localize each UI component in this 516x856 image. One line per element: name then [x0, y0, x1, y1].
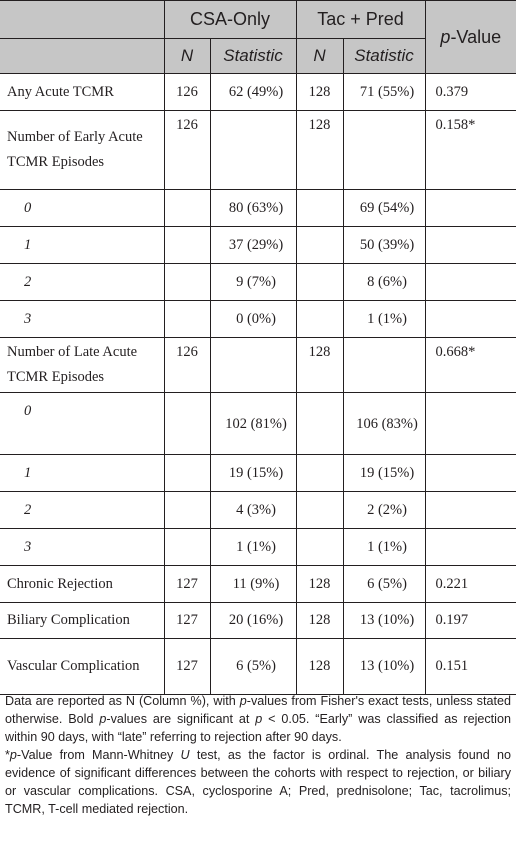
header-tac-pred: Tac + Pred: [296, 1, 425, 39]
row-label: 3: [0, 529, 164, 566]
cell-p-value: 0.197: [425, 603, 516, 639]
cell-stat-tac: [343, 338, 425, 393]
cell-p-value: [425, 301, 516, 338]
cell-n-csa: 127: [164, 603, 210, 639]
row-label: 3: [0, 301, 164, 338]
cell-n-csa: [164, 393, 210, 455]
cell-stat-csa: 11 (9%): [210, 566, 296, 603]
cell-stat-csa: 1 (1%): [210, 529, 296, 566]
cell-stat-tac: 19 (15%): [343, 455, 425, 492]
cell-n-tac: 128: [296, 603, 343, 639]
table-row: [0, 639, 516, 695]
cell-n-csa: [164, 190, 210, 227]
table-row: [0, 393, 516, 455]
cell-stat-tac: 6 (5%): [343, 566, 425, 603]
cell-n-tac: 128: [296, 74, 343, 111]
cell-p-value: 0.151: [425, 639, 516, 695]
row-label: Any Acute TCMR: [0, 74, 164, 111]
cell-p-value: 0.668*: [425, 338, 516, 393]
cell-p-value: [425, 492, 516, 529]
cell-n-tac: 128: [296, 111, 343, 190]
table-row: [0, 566, 516, 603]
table-row: [0, 603, 516, 639]
cell-n-csa: 126: [164, 338, 210, 393]
cell-p-value: [425, 190, 516, 227]
cell-n-tac: [296, 227, 343, 264]
subheader-n-tac: N: [296, 39, 343, 74]
cell-stat-tac: 106 (83%): [343, 393, 425, 455]
cell-stat-csa: 62 (49%): [210, 74, 296, 111]
cell-n-csa: 126: [164, 111, 210, 190]
cell-n-csa: [164, 529, 210, 566]
table-row: [0, 529, 516, 566]
row-label: 0: [0, 190, 164, 227]
cell-n-tac: [296, 455, 343, 492]
table-row: [0, 492, 516, 529]
row-label: 2: [0, 492, 164, 529]
cell-p-value: 0.221: [425, 566, 516, 603]
table-row: [0, 111, 516, 190]
cell-stat-csa: 9 (7%): [210, 264, 296, 301]
cell-n-tac: [296, 301, 343, 338]
cell-n-tac: [296, 492, 343, 529]
row-label: Number of Late Acute TCMR Episodes: [0, 338, 164, 393]
cell-p-value: [425, 455, 516, 492]
cell-stat-csa: 80 (63%): [210, 190, 296, 227]
cell-stat-csa: 0 (0%): [210, 301, 296, 338]
cell-stat-tac: 13 (10%): [343, 639, 425, 695]
table-row: [0, 301, 516, 338]
row-label: Number of Early Acute TCMR Episodes: [0, 111, 164, 190]
cell-stat-csa: [210, 338, 296, 393]
cell-n-csa: 126: [164, 74, 210, 111]
cell-n-csa: 127: [164, 639, 210, 695]
row-label: 1: [0, 455, 164, 492]
table-row: [0, 190, 516, 227]
cell-stat-csa: 6 (5%): [210, 639, 296, 695]
cell-stat-csa: 102 (81%): [210, 393, 296, 455]
subheader-n-csa: N: [164, 39, 210, 74]
cell-stat-csa: 37 (29%): [210, 227, 296, 264]
cell-n-csa: [164, 455, 210, 492]
cell-n-tac: 128: [296, 338, 343, 393]
cell-stat-tac: 8 (6%): [343, 264, 425, 301]
cell-n-csa: 127: [164, 566, 210, 603]
cell-n-tac: [296, 529, 343, 566]
subheader-blank: [0, 39, 164, 74]
header-blank: [0, 1, 164, 39]
row-label: 1: [0, 227, 164, 264]
cell-stat-tac: 69 (54%): [343, 190, 425, 227]
header-p-value: p-Value: [425, 1, 516, 74]
cell-n-csa: [164, 264, 210, 301]
cell-stat-tac: 13 (10%): [343, 603, 425, 639]
cell-p-value: 0.158*: [425, 111, 516, 190]
cell-stat-tac: 2 (2%): [343, 492, 425, 529]
cell-n-tac: 128: [296, 566, 343, 603]
cell-p-value: [425, 264, 516, 301]
cell-stat-tac: 71 (55%): [343, 74, 425, 111]
table-row: [0, 227, 516, 264]
table-row: [0, 338, 516, 393]
cell-n-tac: [296, 190, 343, 227]
cell-n-csa: [164, 227, 210, 264]
table-row: [0, 455, 516, 492]
subheader-statistic-tac: Statistic: [343, 39, 425, 74]
cell-stat-csa: 4 (3%): [210, 492, 296, 529]
row-label: Chronic Rejection: [0, 566, 164, 603]
footnote-general: Data are reported as N (Column %), with p-values from Fisher's exact tests, unless stated otherwise. Bold p-values are significant at p < 0.05. “Early” was classified as rejection within 90 days, with “late” referring to rejection after 90 days.: [5, 694, 511, 744]
row-label: Biliary Complication: [0, 603, 164, 639]
header-csa-only: CSA-Only: [164, 1, 296, 39]
cell-p-value: 0.379: [425, 74, 516, 111]
cell-n-csa: [164, 301, 210, 338]
cell-stat-csa: 19 (15%): [210, 455, 296, 492]
row-label: 2: [0, 264, 164, 301]
cell-p-value: [425, 529, 516, 566]
row-label: 0: [0, 393, 164, 455]
subheader-statistic-csa: Statistic: [210, 39, 296, 74]
cell-p-value: [425, 227, 516, 264]
cell-stat-tac: 50 (39%): [343, 227, 425, 264]
table-footnotes: [5, 692, 511, 818]
footnote-asterisk: *p-Value from Mann-Whitney U test, as the factor is ordinal. The analysis found no evidence of significant differences between the cohorts with respect to rejection, or biliary or vascular complications. CSA, cyclosporine A; Pred, prednisolone; Tac, tacrolimus; TCMR, T-cell mediated rejection.: [5, 748, 511, 816]
row-label: Vascular Complication: [0, 639, 164, 695]
cell-n-tac: [296, 264, 343, 301]
table-row: [0, 74, 516, 111]
cell-n-tac: 128: [296, 639, 343, 695]
cell-stat-tac: [343, 111, 425, 190]
cell-n-csa: [164, 492, 210, 529]
cell-stat-csa: [210, 111, 296, 190]
cell-n-tac: [296, 393, 343, 455]
cell-stat-tac: 1 (1%): [343, 301, 425, 338]
cell-p-value: [425, 393, 516, 455]
cell-stat-csa: 20 (16%): [210, 603, 296, 639]
table-row: [0, 264, 516, 301]
cell-stat-tac: 1 (1%): [343, 529, 425, 566]
